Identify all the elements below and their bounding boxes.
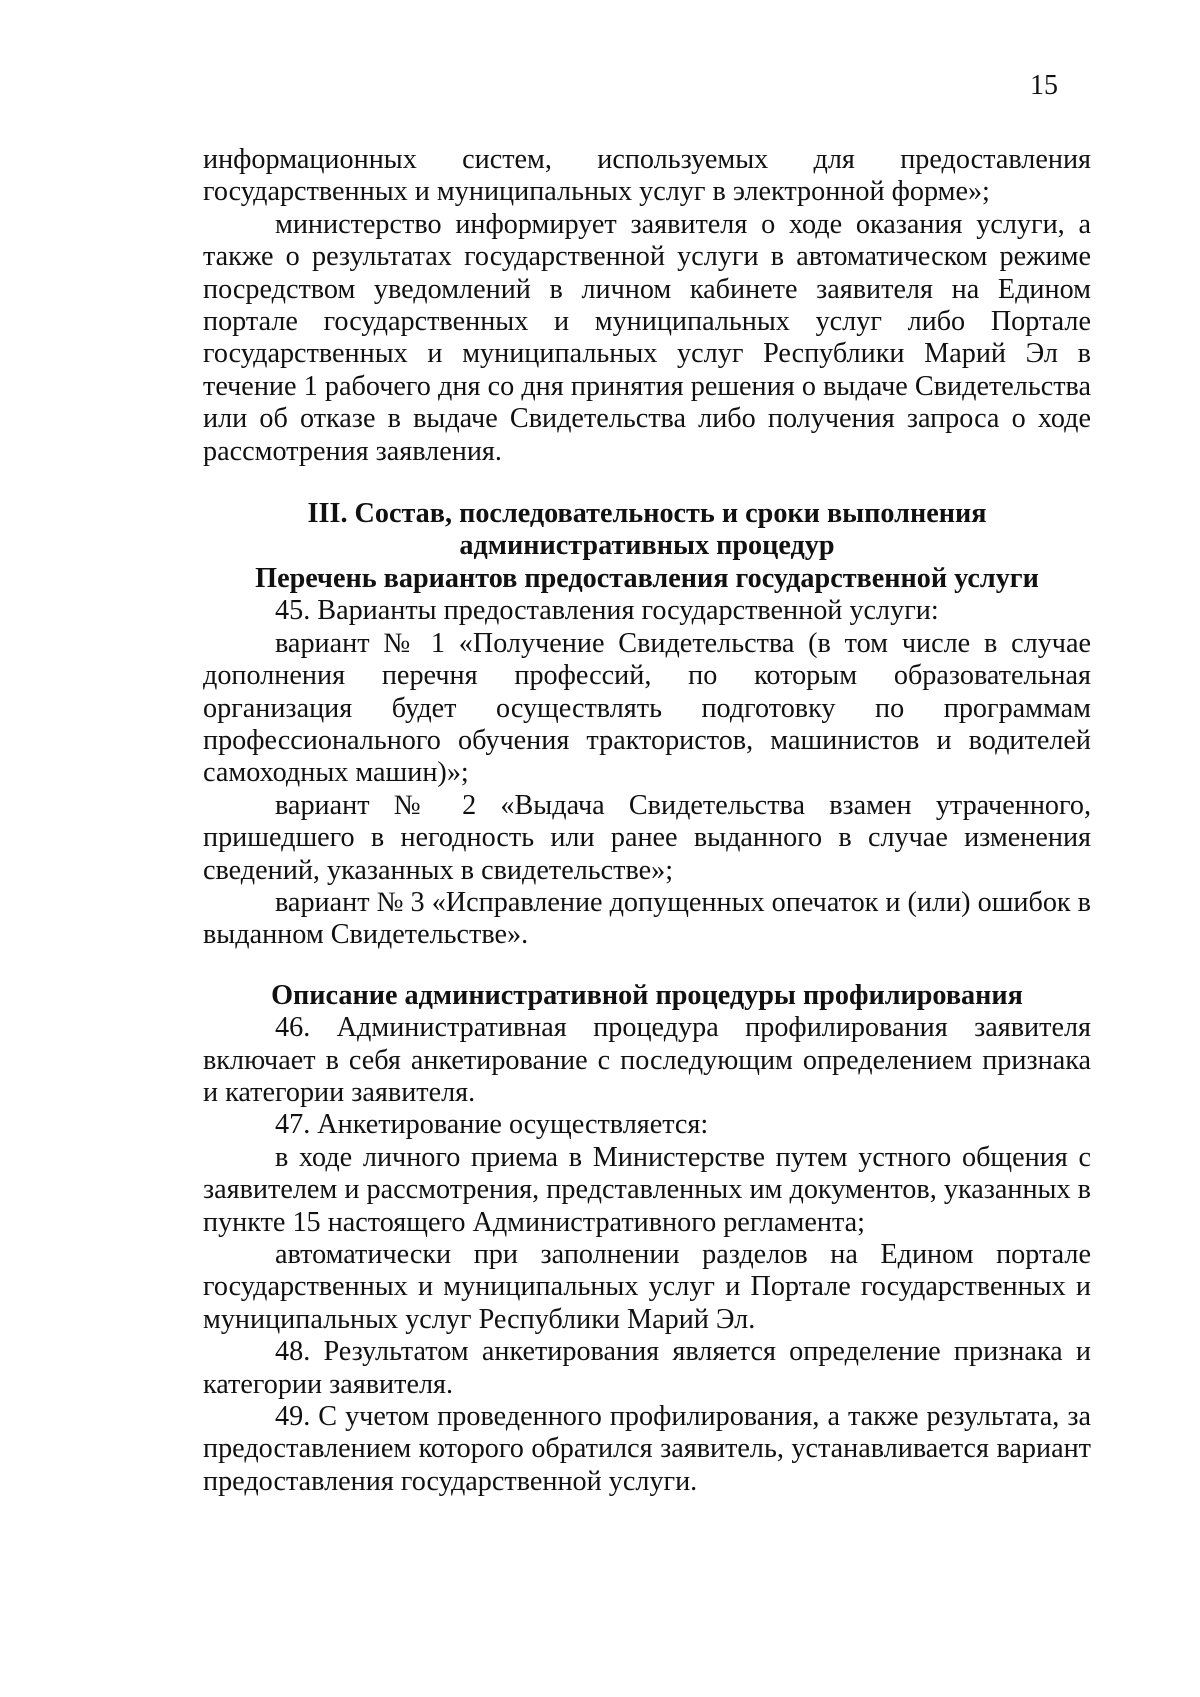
section-3-heading-line-1: III. Состав, последовательность и сроки выполнения bbox=[307, 498, 987, 530]
paragraph-47-item-1: в ходе личного приема в Министерстве путем устного общения с заявителем и рассмотрения, представленных им документов, указанных в пункте 15 настоящего Административного регламента; bbox=[203, 1141, 1091, 1238]
paragraph-47: 47. Анкетирование осуществляется: bbox=[275, 1109, 709, 1141]
paragraph-46: 46. Административная процедура профилирования заявителя включает в себя анкетирование с последующим определением признака и категории заявителя. bbox=[203, 1012, 1091, 1108]
paragraph-48: 48. Результатом анкетирования является определение признака и категории заявителя. bbox=[203, 1336, 1091, 1400]
section-3-heading bbox=[203, 498, 1091, 595]
variant-2: вариант № 2 «Выдача Свидетельства взамен утраченного, пришедшего в негодность или ранее выданного в случае изменения сведений, указанных в свидетельстве»; bbox=[203, 789, 1091, 886]
intro-paragraph-1: информационных систем, используемых для предоставления государственных и муниципальных услуг в электронной форме»; bbox=[203, 144, 1091, 208]
document-body bbox=[203, 144, 1091, 1498]
intro-paragraph-2: министерство информирует заявителя о ходе оказания услуги, а также о результатах государственной услуги в автоматическом режиме посредством уведомлений в личном кабинете заявителя на Едином портале государственных и муниципальных услуг либо Портале государственных и муниципальных услуг Республики Марий Эл в течение 1 рабочего дня со дня принятия решения о выдаче Свидетельства или об отказе в выдаче Свидетельства либо получения запроса о ходе рассмотрения заявления. bbox=[203, 208, 1091, 467]
paragraph-47-item-2: автоматически при заполнении разделов на Едином портале государственных и муниципальных услуг и Портале государственных и муниципальных услуг Республики Марий Эл. bbox=[203, 1239, 1091, 1335]
paragraph-45: 45. Варианты предоставления государственной услуги: bbox=[275, 595, 939, 627]
section-3-heading-line-2: административных процедур bbox=[459, 530, 835, 562]
page-number: 15 bbox=[1030, 70, 1058, 101]
variant-1: вариант № 1 «Получение Свидетельства (в том числе в случае дополнения перечня профессий, по которым образовательная организация будет осуществлять подготовку по программам профессионального обучения трактористов, машинистов и водителей самоходных машин)»; bbox=[203, 627, 1091, 789]
variant-3: вариант № 3 «Исправление допущенных опечаток и (или) ошибок в выданном Свидетельстве». bbox=[203, 886, 1091, 951]
section-3-heading-line-3: Перечень вариантов предоставления государственной услуги bbox=[255, 562, 1039, 594]
paragraph-49: 49. С учетом проведенного профилирования, а также результата, за предоставлением которого обратился заявитель, устанавливается вариант предоставления государственной услуги. bbox=[203, 1401, 1091, 1497]
profiling-heading: Описание административной процедуры профилирования bbox=[271, 979, 1023, 1011]
